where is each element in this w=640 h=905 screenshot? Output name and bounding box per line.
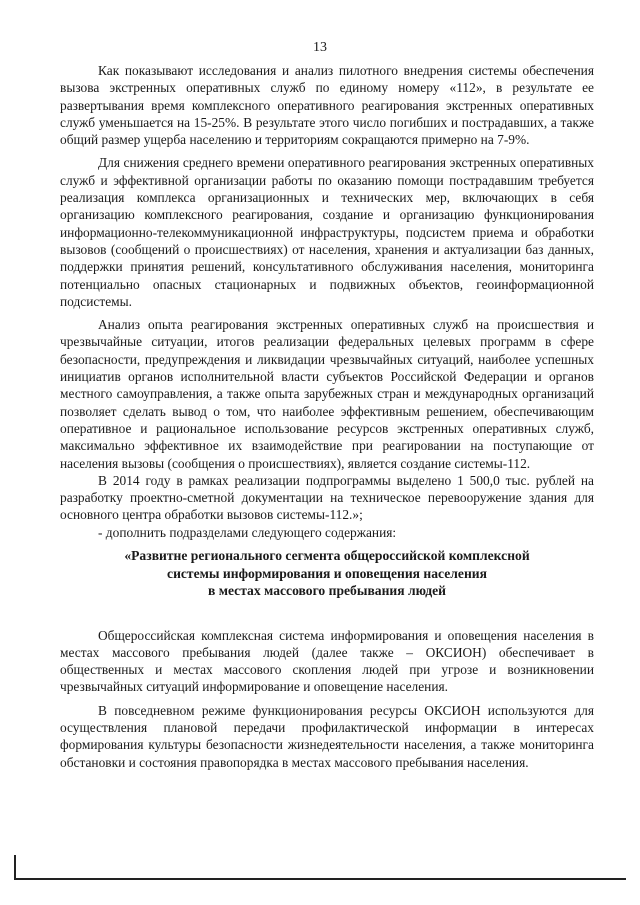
paragraph-oksion-daily-mode: В повседневном режиме функционирования ресурсы ОКСИОН используются для осуществления плановой передачи профилактической информации в интересах формирования культуры безопасности жизнедеятельности населения, а также мониторинга обстановки и состояния правопорядка в местах массового пребывания населения. bbox=[60, 702, 594, 770]
section-heading-line-2: системы информирования и оповещения населения bbox=[167, 565, 487, 581]
paragraph-response-measures: Для снижения среднего времени оперативного реагирования экстренных оперативных служб и эффективной организации работы по оказанию помощи пострадавшим требуется реализация комплекса организационных и технических мер, включающих в себя организацию комплексного реагирования, создание и организацию функционирования информационно-телекоммуникационной инфраструктуры, подсистем приема и обработки вызовов (сообщений о происшествиях) от населения, хранения и актуализации баз данных, поддержки принятия решений, консультативного обслуживания населения, мониторинга потенциально опасных стационарных и подвижных объектов, геоинформационной подсистемы. bbox=[60, 155, 594, 309]
section-heading-line-3: в местах массового пребывания людей bbox=[207, 583, 446, 599]
paragraph-add-subsections: - дополнить подразделами следующего содержания: bbox=[98, 524, 397, 540]
page-number: 13 bbox=[313, 40, 327, 55]
document-body bbox=[60, 62, 594, 771]
section-heading bbox=[60, 547, 594, 600]
section-heading-line-1: «Развитне регионального сегмента общероссийской комплексной bbox=[124, 548, 530, 564]
paragraph-oksion-intro: Общероссийская комплексная система информирования и оповещения населения в местах массового пребывания людей (далее также – ОКСИОН) обеспечивает в общественных и местах массового скопления людей при угрозе и возникновении чрезвычайных ситуаций информирование и оповещение населения. bbox=[60, 627, 594, 695]
paragraph-funding-2014: В 2014 году в рамках реализации подпрограммы выделено 1 500,0 тыс. рублей на разработку проектно-сметной документации на техническое перевооружение здания для основного центра обработки вызовов системы-112.»; bbox=[60, 472, 594, 523]
paragraph-experience-analysis: Анализ опыта реагирования экстренных оперативных служб на происшествия и чрезвычайные ситуации, итогов реализации федеральных целевых программ в сфере безопасности, предупреждения и ликвидации чрезвычайных ситуаций, наиболее успешных инициатив органов исполнительной власти субъектов Российской Федерации и органов местного самоуправления, а также опыта зарубежных стран и международных организаций позволяет сделать вывод о том, что наиболее эффективным решением, обеспечивающим оперативное и рациональное использование ресурсов экстренных оперативных служб, максимально эффективное их взаимодействие при реагировании на поступающие от населения вызовы (сообщения о происшествиях), является создание системы-112. bbox=[60, 317, 594, 471]
paragraph-pilot-results: Как показывают исследования и анализ пилотного внедрения системы обеспечения вызова экстренных оперативных служб по единому номеру «112», в результате ее развертывания время комплексного оперативного реагирования экстренных оперативных служб уменьшается на 15-25%. В результате этого число погибших и пострадавших, а также общий размер ущерба населению и территориям сокращаются примерно на 7-9%. bbox=[60, 63, 594, 148]
scan-left-edge bbox=[14, 855, 16, 880]
scan-bottom-edge bbox=[14, 878, 626, 880]
